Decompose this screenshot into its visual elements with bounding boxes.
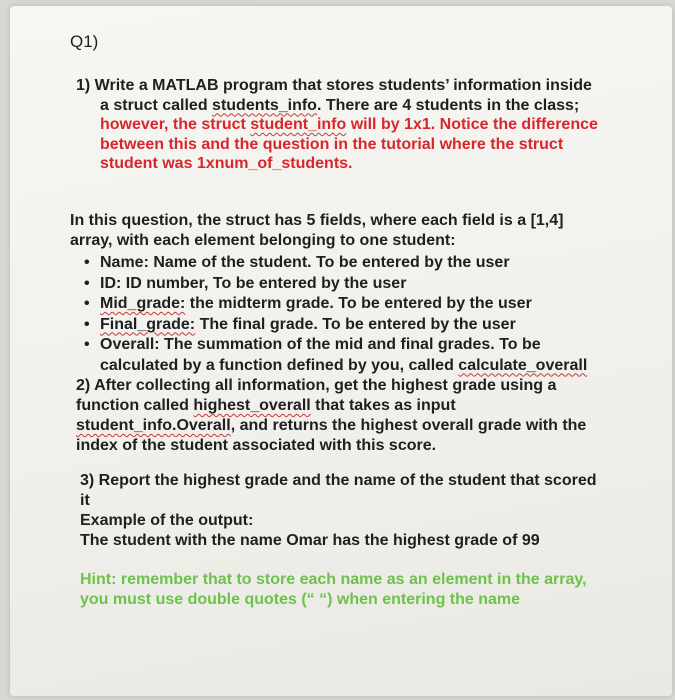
field-item-overall: • Overall: The summation of the mid and final grades. To be calculated by a function defined by you, called calculate_overall: [84, 335, 587, 376]
field-item-id: • ID: ID number, To be entered by the user: [84, 274, 587, 295]
hint-block: [80, 570, 587, 610]
field-item-mid-grade: • Mid_grade: the midterm grade. To be entered by the user: [84, 294, 587, 315]
example-label: Example of the output:: [80, 512, 254, 529]
part3-line2: it: [80, 492, 90, 509]
part2-line3: student_info.Overall, and returns the highest overall grade with the: [76, 417, 587, 434]
part1-red-line2: between this and the question in the tutorial where the struct: [100, 135, 564, 153]
part1-line2: a struct called students_info. There are 4 students in the class;: [100, 96, 580, 114]
calculate-overall-term: calculate_overall: [458, 356, 588, 374]
part2-line4: index of the student associated with this score.: [76, 437, 437, 454]
intro-line1: In this question, the struct has 5 fields, where each field is a [1,4]: [70, 212, 564, 229]
part2-line2: function called highest_overall that takes as input: [76, 397, 456, 414]
part3-block: [80, 471, 597, 551]
part3-line1: 3) Report the highest grade and the name of the student that scored: [80, 472, 597, 489]
intro-line2: array, with each element belonging to one student:: [70, 232, 456, 249]
hint-line1: Hint: remember that to store each name as an element in the array,: [80, 571, 587, 588]
overall-continuation: calculated by a function defined by you, called calculate_overall: [100, 356, 588, 374]
intro-block: [70, 211, 563, 251]
student-info-term: student_info: [250, 116, 347, 133]
field-item-final-grade: • Final_grade: The final grade. To be entered by the user: [84, 315, 587, 336]
part1-red-line3: student was 1xnum_of_students.: [100, 155, 353, 172]
field-item-name: • Name: Name of the student. To be entered by the user: [84, 253, 587, 274]
document-page: [10, 6, 672, 696]
hint-line2: you must use double quotes (“ “) when entering the name: [80, 591, 521, 608]
student-info-overall-term: student_info.Overall: [76, 417, 231, 434]
part1-block: [76, 76, 598, 174]
students-info-term: students_info: [212, 96, 317, 114]
part2-line1: 2) After collecting all information, get the highest grade using a: [76, 377, 557, 394]
example-text: The student with the name Omar has the highest grade of 99: [80, 532, 540, 549]
fields-list: [84, 253, 587, 376]
part1-red-line1: however, the struct student_info will by 1x1. Notice the difference: [100, 116, 598, 133]
question-label: Q1): [70, 32, 99, 51]
highest-overall-term: highest_overall: [193, 397, 311, 414]
part1-line1: 1) Write a MATLAB program that stores students’ information inside: [76, 77, 592, 94]
part2-block: [76, 376, 586, 456]
